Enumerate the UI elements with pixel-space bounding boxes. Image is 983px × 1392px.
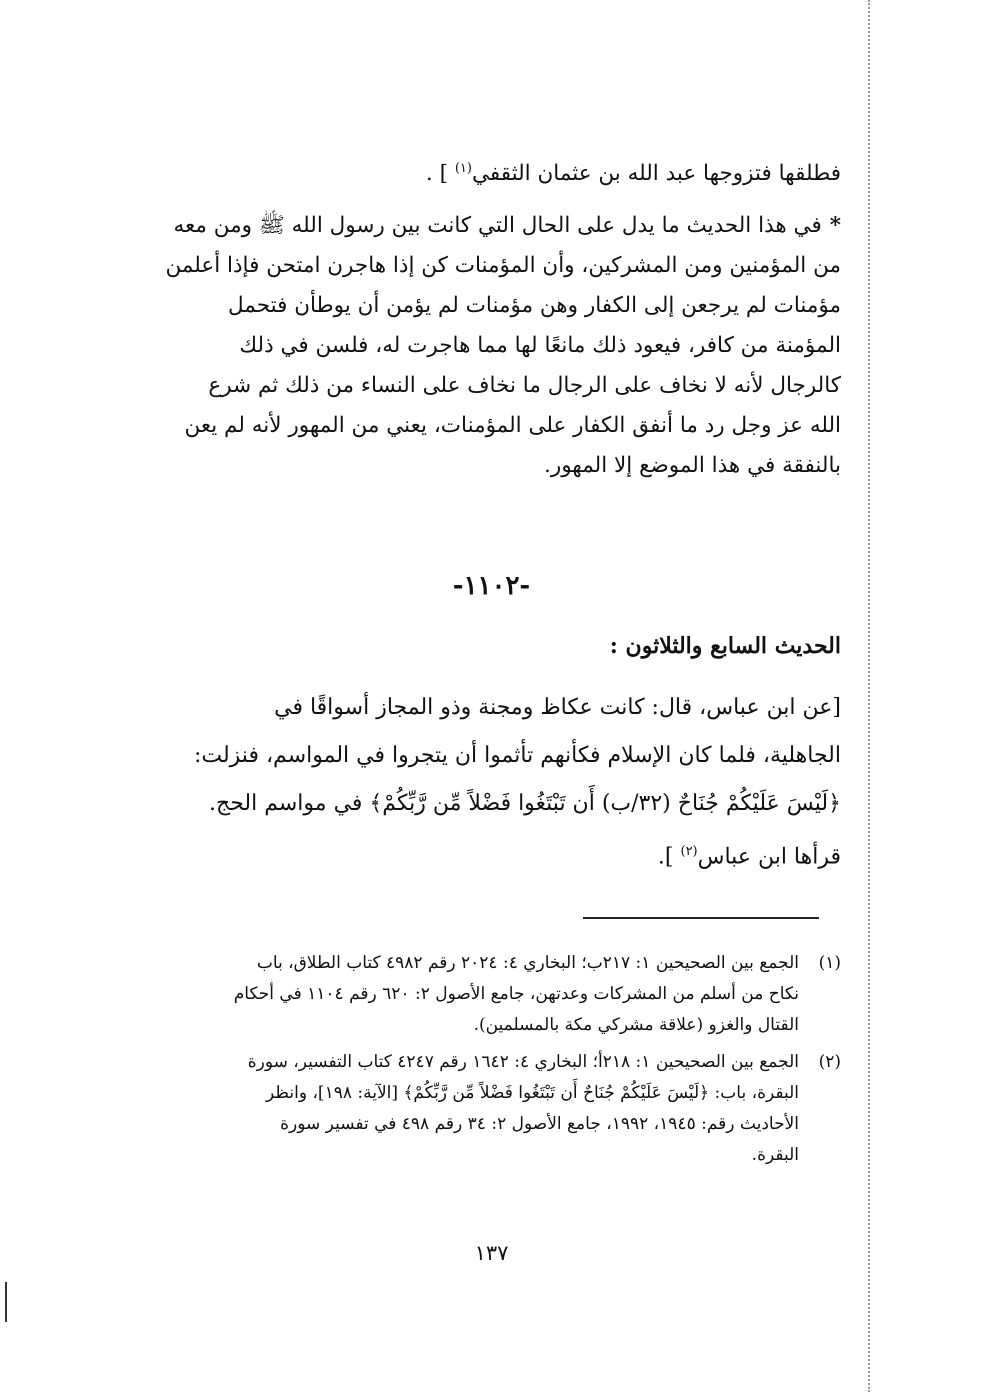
- footnote-1: [136, 948, 841, 1041]
- main-text-block: [136, 146, 841, 486]
- footnote-2: [136, 1047, 841, 1171]
- binding-dotted-line: [868, 0, 870, 1392]
- footnote-line: القتال والغزو (علاقة مشركي مكة بالمسلمين).: [473, 1015, 799, 1035]
- footnote-line: الأحاديث رقم: ١٩٤٥، ١٩٩٢، جامع الأصول ٢: ٣٤ رقم ٤٩٨ في تفسير سورة: [280, 1114, 799, 1134]
- page-number: ١٣٧: [474, 1241, 509, 1265]
- footnote-line: الجمع بين الصحيحين ١: ٢١٨أ؛ البخاري ٤: ١٦٤٢ رقم ٤٢٤٧ كتاب التفسير، سورة: [247, 1052, 799, 1072]
- hadith-title: الحديث السابع والثلاثون :: [609, 633, 841, 659]
- footnote-line: البقرة.: [751, 1145, 799, 1165]
- text-line: مؤمنات لم يرجعن إلى الكفار وهن مؤمنات لم يؤمن أن يوطأن فتحمل: [228, 293, 841, 318]
- footnote-separator: [583, 917, 819, 919]
- text-line: المؤمنة من كافر، فيعود ذلك مانعًا لها مما هاجرت له، فلسن في ذلك: [239, 333, 841, 358]
- text-line: *في هذا الحديث ما يدل على الحال التي كانت بين رسول الله ﷺ ومن معه: [136, 206, 841, 246]
- closing-bracket: ].: [657, 844, 674, 870]
- opening-paragraph: [136, 146, 841, 192]
- asterisk-icon: *: [829, 213, 841, 238]
- text-line: الله عز وجل رد ما أنفق الكفار على المؤمنات، يعني من المهور لأنه لم يعن: [184, 413, 841, 438]
- footnote-line: نكاح من أسلم من المشركات وعدتهن، جامع الأصول ٢: ٦٢٠ رقم ١١٠٤ في أحكام: [233, 984, 799, 1004]
- text-line: [136, 146, 841, 192]
- footnote-number: (٢): [818, 1052, 841, 1072]
- closing-bracket: ] .: [425, 161, 448, 187]
- footnote-line: البقرة، باب: ﴿لَيْسَ عَلَيْكُمْ جُنَاحٌ أَن تَبْتَغُوا فَضْلاً مِّن رَّبِّكُمْ﴾ [الآية: ١٩٨]، وانظر: [266, 1083, 799, 1103]
- text-line: كالرجال لأنه لا نخاف على الرجال ما نخاف على النساء من ذلك ثم شرع: [208, 373, 841, 398]
- commentary-paragraph: [136, 206, 841, 486]
- text-line: من المؤمنين ومن المشركين، وأن المؤمنات كن إذا هاجرن امتحن فإذا أعلمن: [165, 253, 841, 278]
- text-line: الجاهلية، فلما كان الإسلام فكأنهم تأثموا أن يتجروا في المواسم، فنزلت:: [193, 743, 841, 768]
- footnote-body: [136, 948, 799, 1041]
- text-line: [عن ابن عباس، قال: كانت عكاظ ومجنة وذو المجاز أسواقًا في: [274, 695, 841, 720]
- text-line: بالنفقة في هذا الموضع إلا المهور.: [543, 453, 841, 478]
- footnote-body: [136, 1047, 799, 1171]
- text-line: [136, 828, 841, 876]
- opening-text: فطلقها فتزوجها عبد الله بن عثمان الثقفي: [471, 161, 841, 187]
- footnote-number: (١): [818, 953, 841, 973]
- hadith-last-text: قرأها ابن عباس: [697, 844, 841, 870]
- footnote-ref-2[interactable]: (٢): [680, 844, 698, 859]
- footnote-line: الجمع بين الصحيحين ١: ٢١٧ب؛ البخاري ٤: ٢٠٢٤ رقم ٤٩٨٢ كتاب الطلاق، باب: [256, 953, 799, 973]
- footnotes-section: [136, 948, 841, 1171]
- text-line: ﴿لَيْسَ عَلَيْكُمْ جُنَاحٌ (٣٢/ب) أَن تَبْتَغُوا فَضْلاً مِّن رَّبِّكُمْ﴾ في مواسم الحج.: [209, 791, 841, 816]
- hadith-number: -١١٠٢-: [452, 571, 531, 601]
- scan-edge-mark: [5, 1282, 7, 1322]
- footnote-ref-1[interactable]: (١): [454, 161, 472, 176]
- hadith-text-block: [136, 684, 841, 876]
